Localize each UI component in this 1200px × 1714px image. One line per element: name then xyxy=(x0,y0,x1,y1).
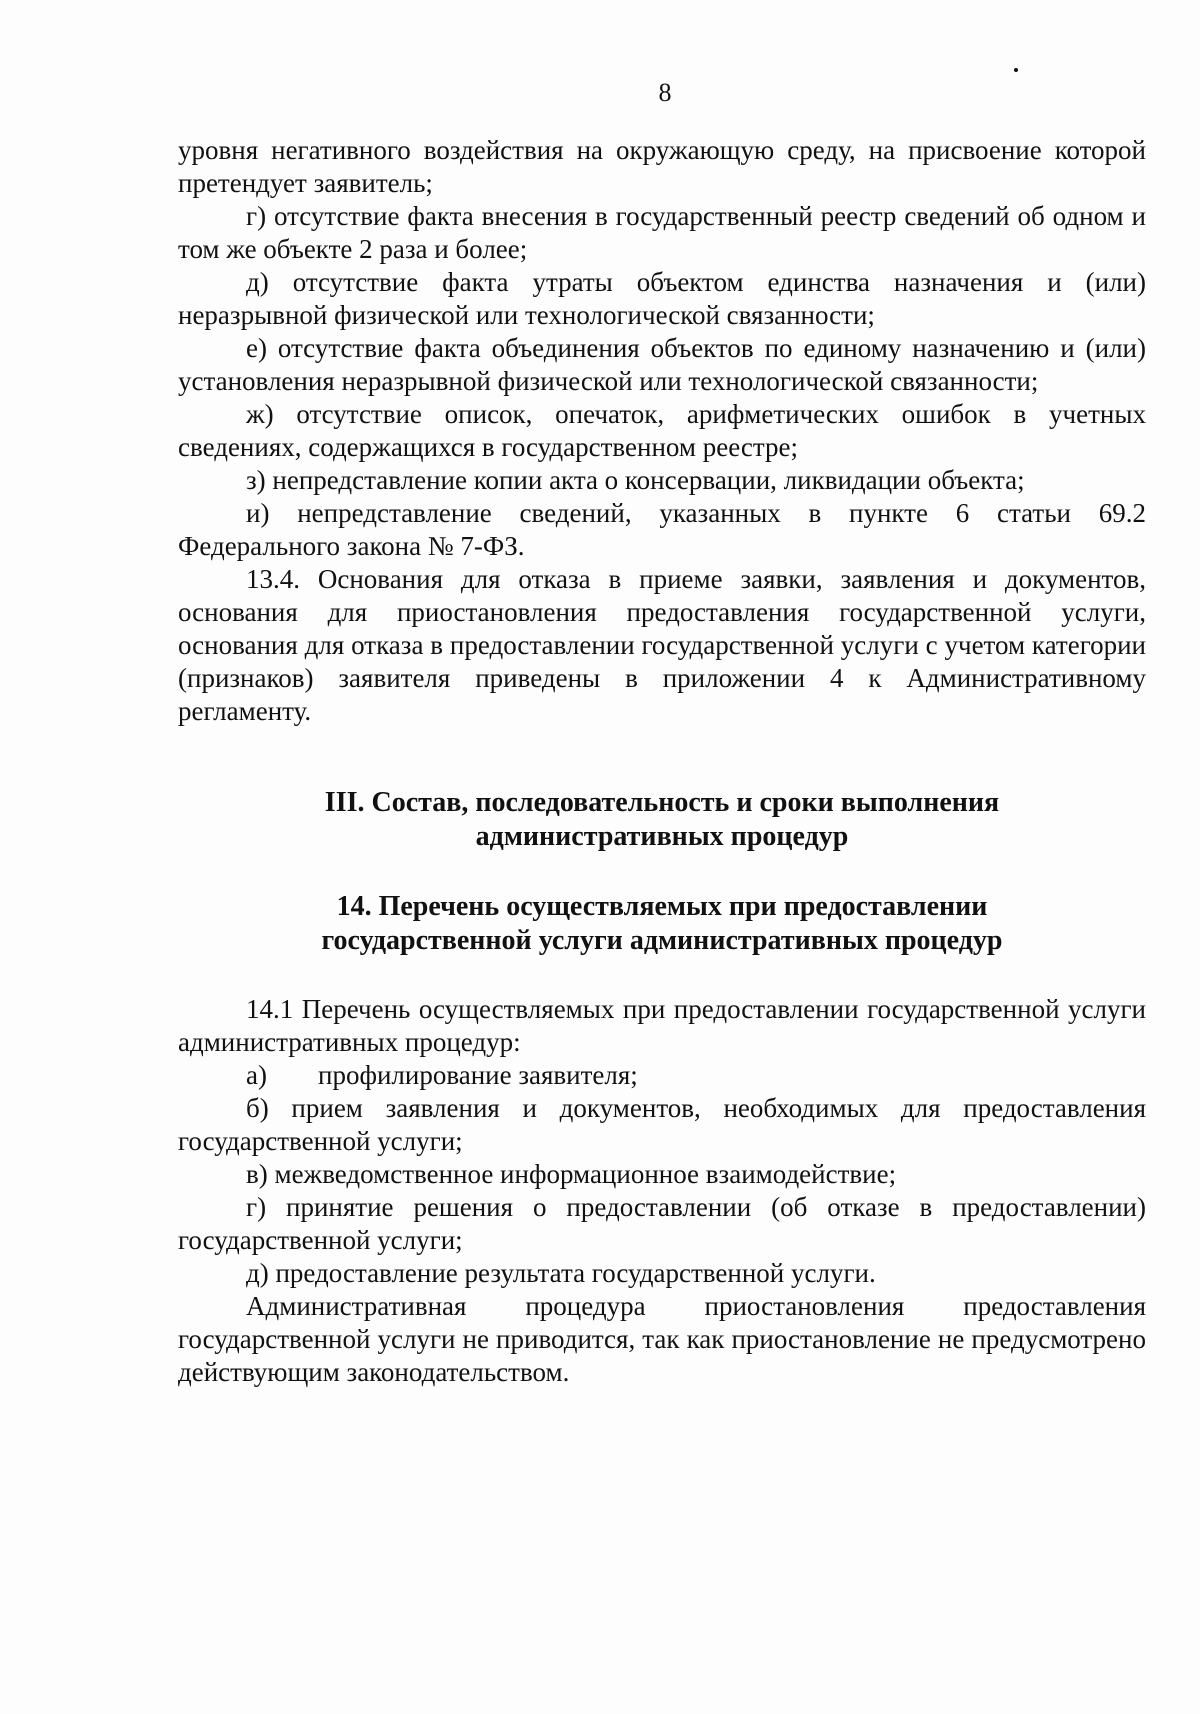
list-item-g: г) отсутствие факта внесения в государственный реестр сведений об одном и том же объекте 2 раза и более; xyxy=(178,201,1146,264)
list-14-1-item-a xyxy=(178,1059,1146,1092)
section-heading-3-line-2: административных процедур xyxy=(475,821,849,852)
list-14-1-item-a-marker: а) xyxy=(246,1060,267,1090)
paragraph-13-4: 13.4. Основания для отказа в приеме заявки, заявления и документов, основания для приостановления предоставления государственной услуги, основания для отказа в предоставлении государственной услуги с учетом категории (признаков) заявителя приведены в приложении 4 к Административному регламенту. xyxy=(178,564,1146,726)
section-heading-3 xyxy=(178,786,1146,854)
list-14-1-item-b: б) прием заявления и документов, необходимых для предоставления государственной услуги; xyxy=(178,1093,1146,1156)
list-item-d: д) отсутствие факта утраты объектом единства назначения и (или) неразрывной физической или технологической связанности; xyxy=(178,267,1146,330)
section-heading-14-line-1: 14. Перечень осуществляемых при предоставлении xyxy=(336,891,988,922)
paragraph-14-1: 14.1 Перечень осуществляемых при предоставлении государственной услуги административных процедур: xyxy=(178,994,1146,1057)
list-item-e: е) отсутствие факта объединения объектов по единому назначению и (или) установления неразрывной физической или технологической связанности; xyxy=(178,333,1146,396)
list-item-i: и) непредставление сведений, указанных в пункте 6 статьи 69.2 Федерального закона № 7-ФЗ. xyxy=(178,498,1146,561)
list-14-1-item-a-text: профилирование заявителя; xyxy=(318,1060,638,1090)
document-body xyxy=(178,134,1146,1389)
list-item-z: з) непредставление копии акта о консервации, ликвидации объекта; xyxy=(246,465,1025,495)
list-14-1-item-d: д) предоставление результата государственной услуги. xyxy=(246,1258,876,1288)
paragraph-final: Административная процедура приостановления предоставления государственной услуги не приводится, так как приостановление не предусмотрено действующим законодательством. xyxy=(178,1291,1146,1387)
section-heading-3-line-1: III. Состав, последовательность и сроки выполнения xyxy=(324,787,1000,818)
paragraph-continuation: уровня негативного воздействия на окружающую среду, на присвоение которой претендует заявитель; xyxy=(178,135,1146,198)
page-number: 8 xyxy=(658,78,672,107)
list-14-1-item-v: в) межведомственное информационное взаимодействие; xyxy=(246,1159,897,1189)
scan-speck xyxy=(1014,68,1018,72)
section-heading-14-line-2: государственной услуги административных процедур xyxy=(321,925,1003,956)
list-14-1-item-g: г) принятие решения о предоставлении (об отказе в предоставлении) государственной услуги; xyxy=(178,1192,1146,1255)
list-item-zh: ж) отсутствие описок, опечаток, арифметических ошибок в учетных сведениях, содержащихся в государственном реестре; xyxy=(178,399,1146,462)
section-heading-14 xyxy=(178,890,1146,958)
